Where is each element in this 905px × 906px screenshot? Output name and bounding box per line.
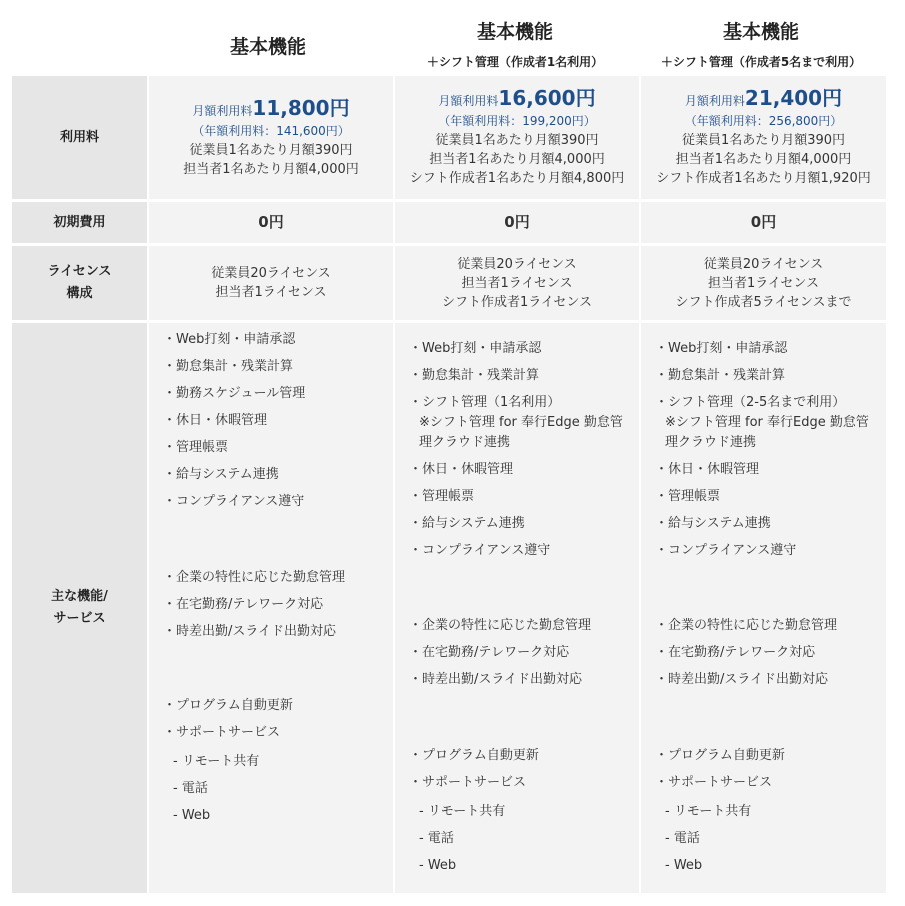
initial-cost-basic: 0円 xyxy=(149,202,393,243)
support-sub-item: - Web xyxy=(173,808,211,823)
feature-item: ・サポートサービス xyxy=(409,775,527,790)
monthly-fee xyxy=(438,87,595,112)
license-label-line2: 構成 xyxy=(66,286,93,301)
monthly-fee-amount: 11,800円 xyxy=(252,95,350,120)
monthly-fee-amount: 16,600円 xyxy=(498,86,596,110)
feature-item: ・勤怠集計・残業計算 xyxy=(163,359,294,374)
feature-item: ・シフト管理（1名利用） xyxy=(409,395,561,410)
feature-item: ・企業の特性に応じた勤怠管理 xyxy=(163,570,346,585)
plan-headers xyxy=(148,0,886,76)
feature-note: 理クラウド連携 xyxy=(665,435,757,450)
license-item: 担当者1ライセンス xyxy=(707,275,820,291)
feature-item: ・管理帳票 xyxy=(409,489,475,504)
annual-fee: （年額利用料：141,600円） xyxy=(192,123,350,138)
feature-item: ・サポートサービス xyxy=(655,775,773,790)
monthly-fee-prefix: 月額利用料 xyxy=(438,94,499,108)
feature-item: ・時差出勤/スライド出勤対応 xyxy=(409,672,582,687)
feature-item: ・時差出勤/スライド出勤対応 xyxy=(163,624,336,639)
plan-title: 基本機能 xyxy=(476,21,553,43)
license-item: 従業員20ライセンス xyxy=(457,256,577,272)
feature-item: ・休日・休暇管理 xyxy=(655,462,760,477)
feature-item: ・サポートサービス xyxy=(163,725,281,740)
feature-item: ・プログラム自動更新 xyxy=(655,748,785,763)
fee-per-shift-creator: シフト作成者1名あたり月額4,800円 xyxy=(409,171,625,186)
feature-item: ・シフト管理（2-5名まで利用） xyxy=(655,395,846,410)
feature-item: ・コンプライアンス遵守 xyxy=(409,543,551,558)
support-sub-item: - 電話 xyxy=(173,781,208,796)
plan-title: 基本機能 xyxy=(229,36,306,58)
annual-fee: （年額利用料：256,800円） xyxy=(684,114,843,128)
initial-cost-label: 初期費用 xyxy=(12,202,147,243)
feature-item: ・勤怠集計・残業計算 xyxy=(409,368,540,383)
feature-item: ・給与システム連携 xyxy=(409,516,525,531)
support-sub-item: - リモート共有 xyxy=(665,804,752,819)
feature-item: ・勤怠集計・残業計算 xyxy=(655,368,786,383)
feature-item: ・勤務スケジュール管理 xyxy=(163,386,306,401)
feature-item: ・Web打刻・申請承認 xyxy=(409,341,542,356)
fee-per-shift-creator: シフト作成者1名あたり月額1,920円 xyxy=(656,171,871,186)
features-shift-5 xyxy=(641,323,886,893)
fee-cell-shift-5 xyxy=(641,76,886,199)
feature-item: ・給与システム連携 xyxy=(163,467,279,482)
initial-cost-row xyxy=(12,202,886,243)
support-sub-item: - 電話 xyxy=(419,831,454,846)
feature-item: ・在宅勤務/テレワーク対応 xyxy=(655,645,816,660)
fee-per-employee: 従業員1名あたり月額390円 xyxy=(189,142,353,158)
license-label-line1: ライセンス xyxy=(47,264,112,279)
monthly-fee-prefix: 月額利用料 xyxy=(684,94,745,108)
feature-note: 理クラウド連携 xyxy=(419,435,511,450)
features-label-line1: 主な機能/ xyxy=(51,589,108,604)
fee-cell-basic xyxy=(149,76,393,199)
plan-header-shift-5 xyxy=(641,0,881,76)
feature-item: ・管理帳票 xyxy=(655,489,721,504)
feature-item: ・Web打刻・申請承認 xyxy=(163,332,296,347)
monthly-fee xyxy=(192,97,349,122)
license-item: 従業員20ライセンス xyxy=(211,266,331,281)
feature-item: ・プログラム自動更新 xyxy=(409,748,539,763)
feature-item: ・プログラム自動更新 xyxy=(163,698,293,713)
plan-subtitle: ＋シフト管理（作成者5名まで利用） xyxy=(660,55,862,69)
fee-per-manager: 担当者1名あたり月額4,000円 xyxy=(429,152,605,167)
license-shift-5 xyxy=(641,246,886,320)
support-sub-item: - 電話 xyxy=(665,831,700,846)
license-row xyxy=(12,246,886,320)
fee-per-employee: 従業員1名あたり月額390円 xyxy=(435,133,599,148)
license-item: 担当者1ライセンス xyxy=(215,285,327,300)
features-row xyxy=(12,323,886,893)
plan-title: 基本機能 xyxy=(722,21,799,43)
support-sub-item: - リモート共有 xyxy=(419,804,506,819)
support-sub-item: - リモート共有 xyxy=(173,754,260,769)
feature-item: ・企業の特性に応じた勤怠管理 xyxy=(655,618,838,633)
fee-cell-shift-1 xyxy=(395,76,639,199)
features-shift-1 xyxy=(395,323,639,893)
monthly-fee xyxy=(685,87,842,112)
license-label xyxy=(12,246,147,320)
feature-item: ・給与システム連携 xyxy=(655,516,771,531)
fee-label: 利用料 xyxy=(12,76,147,199)
license-shift-1 xyxy=(395,246,639,320)
license-item: 担当者1ライセンス xyxy=(461,275,573,291)
feature-item: ・企業の特性に応じた勤怠管理 xyxy=(409,618,592,633)
feature-item: ・コンプライアンス遵守 xyxy=(163,494,305,509)
features-label xyxy=(12,323,147,893)
initial-cost-shift-5: 0円 xyxy=(641,202,886,243)
feature-item: ・Web打刻・申請承認 xyxy=(655,341,788,356)
fee-per-manager: 担当者1名あたり月額4,000円 xyxy=(675,152,852,167)
license-item: 従業員20ライセンス xyxy=(703,256,824,272)
monthly-fee-amount: 21,400円 xyxy=(744,86,843,110)
feature-item: ・コンプライアンス遵守 xyxy=(655,543,797,558)
annual-fee: （年額利用料：199,200円） xyxy=(438,114,596,128)
license-basic xyxy=(149,246,393,320)
feature-item: ・管理帳票 xyxy=(163,440,229,455)
support-sub-item: - Web xyxy=(419,858,457,873)
fee-row xyxy=(12,76,886,199)
fee-per-employee: 従業員1名あたり月額390円 xyxy=(681,133,846,148)
feature-note: ※シフト管理 for 奉行Edge 勤怠管 xyxy=(665,415,869,430)
features-label-line2: サービス xyxy=(53,611,106,626)
initial-cost-shift-1: 0円 xyxy=(395,202,639,243)
feature-item: ・在宅勤務/テレワーク対応 xyxy=(409,645,570,660)
feature-item: ・休日・休暇管理 xyxy=(163,413,268,428)
feature-item: ・在宅勤務/テレワーク対応 xyxy=(163,597,324,612)
fee-per-manager: 担当者1名あたり月額4,000円 xyxy=(183,161,359,177)
feature-note: ※シフト管理 for 奉行Edge 勤怠管 xyxy=(419,415,623,430)
monthly-fee-prefix: 月額利用料 xyxy=(192,103,253,118)
plan-subtitle: ＋シフト管理（作成者1名利用） xyxy=(426,55,604,69)
feature-item: ・時差出勤/スライド出勤対応 xyxy=(655,672,828,687)
features-basic xyxy=(149,323,393,893)
license-item: シフト作成者1ライセンス xyxy=(441,294,593,310)
plan-header-basic xyxy=(148,0,388,76)
plan-header-shift-1 xyxy=(395,0,635,76)
license-item: シフト作成者5ライセンスまで xyxy=(675,294,852,310)
support-sub-item: - Web xyxy=(665,858,703,873)
feature-item: ・休日・休暇管理 xyxy=(409,462,514,477)
